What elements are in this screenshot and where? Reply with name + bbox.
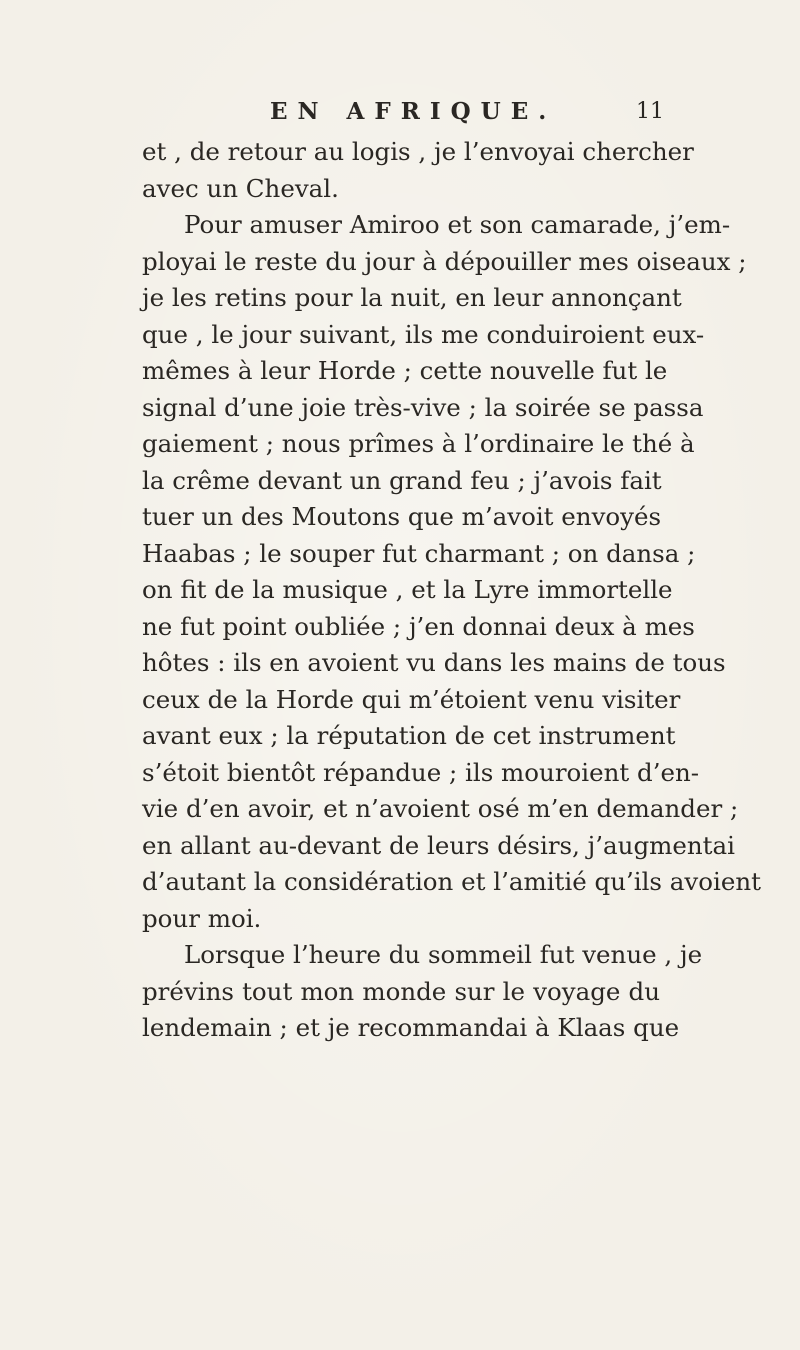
text-line: mêmes à leur Horde ; cette nouvelle fut le — [142, 356, 668, 385]
text-line: on fit de la musique , et la Lyre immortelle — [142, 575, 673, 604]
text-line: vie d’en avoir, et n’avoient osé m’en demander ; — [142, 794, 739, 823]
text-line: et , de retour au logis , je l’envoyai chercher — [142, 137, 694, 166]
text-line: ceux de la Horde qui m’étoient venu visiter — [142, 684, 681, 714]
text-line: ployai le reste du jour à dépouiller mes oiseaux ; — [142, 246, 747, 276]
running-head: EN AFRIQUE. — [270, 98, 557, 125]
text-line: Lorsque l’heure du sommeil fut venue , je — [184, 940, 703, 969]
text-line: s’étoit bientôt répandue ; ils mouroient d’en- — [142, 757, 700, 787]
text-line: que , le jour suivant, ils me conduiroient eux- — [142, 319, 705, 349]
text-line: hôtes : ils en avoient vu dans les mains de tous — [142, 648, 726, 677]
text-line: je les retins pour la nuit, en leur annonçant — [142, 283, 682, 312]
text-line: gaiement ; nous prîmes à l’ordinaire le thé à — [142, 429, 695, 458]
text-line: prévins tout mon monde sur le voyage du — [142, 976, 660, 1006]
text-line: avec un Cheval. — [142, 173, 339, 203]
text-line: la crême devant un grand feu ; j’avois fait — [142, 465, 662, 495]
text-line: pour moi. — [142, 903, 262, 933]
text-line: Pour amuser Amiroo et son camarade, j’em- — [184, 210, 731, 239]
text-body — [142, 134, 761, 1047]
text-line: Haabas ; le souper fut charmant ; on dansa ; — [142, 538, 696, 568]
text-line: avant eux ; la réputation de cet instrument — [142, 721, 676, 750]
text-line: en allant au-devant de leurs désirs, j’augmentai — [142, 830, 735, 860]
text-line: tuer un des Moutons que m’avoit envoyés — [142, 502, 662, 531]
text-line: signal d’une joie très-vive ; la soirée se passa — [142, 392, 704, 422]
text-line: ne fut point oubliée ; j’en donnai deux à mes — [142, 611, 695, 641]
text-line: d’autant la considération et l’amitié qu’ils avoient — [142, 867, 761, 896]
page-header — [0, 94, 800, 134]
page-number: 11 — [636, 99, 664, 124]
text-line: lendemain ; et je recommandai à Klaas que — [142, 1013, 680, 1042]
